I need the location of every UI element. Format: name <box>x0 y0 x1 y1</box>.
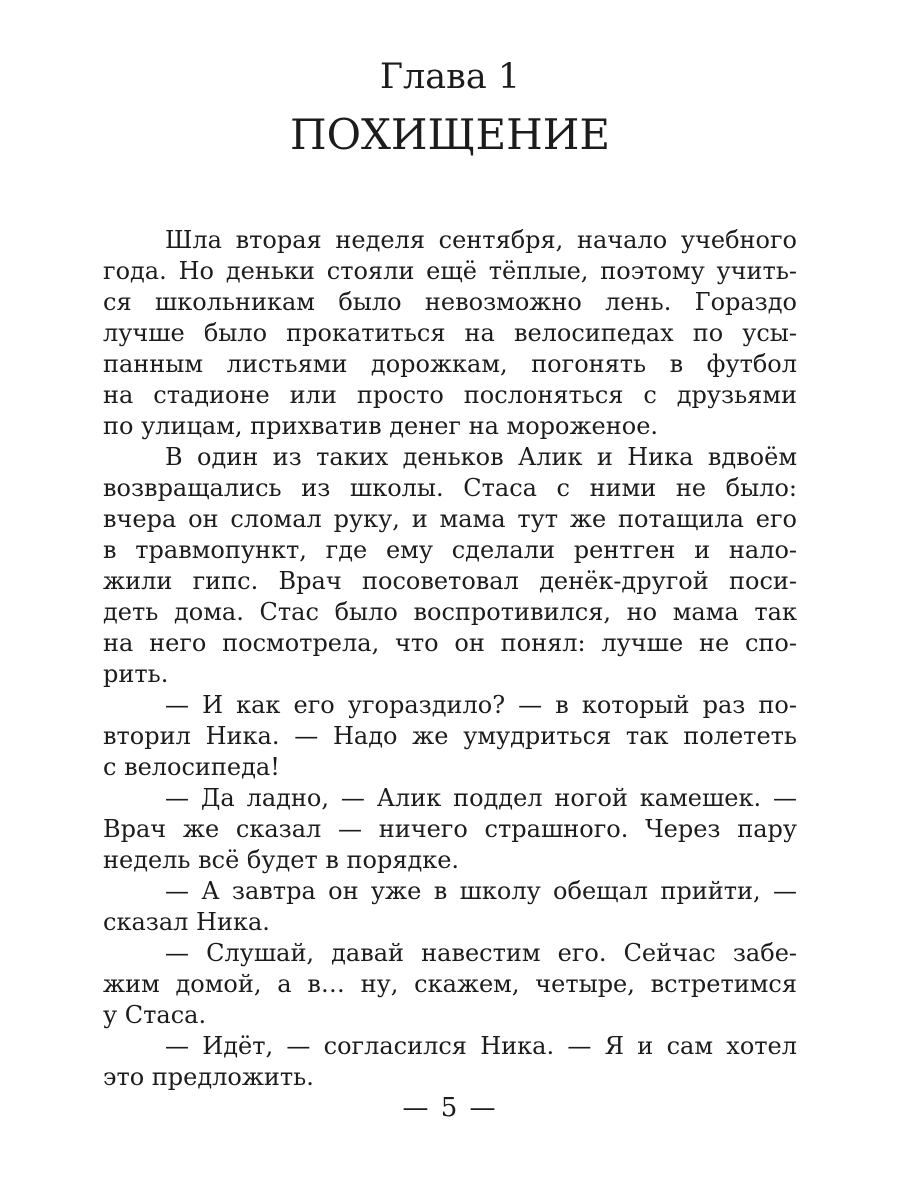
text-line: — Идёт, — согласился Ника. — Я и сам хотел <box>165 1032 797 1060</box>
paragraph <box>103 783 797 876</box>
text-line: рить. <box>103 660 169 688</box>
page-number: — 5 — <box>402 1093 498 1123</box>
text-line: Шла вторая неделя сентября, начало учебного <box>165 226 797 254</box>
text-line: — И как его угораздило? — в который раз по- <box>165 691 797 719</box>
paragraph <box>103 690 797 783</box>
text-line: лучше было прокатиться на велосипедах по усы- <box>103 319 797 347</box>
text-line: сказал Ника. <box>103 908 270 936</box>
text-line: вторил Ника. — Надо же умудриться так полететь <box>103 722 797 750</box>
text-line: В один из таких деньков Алик и Ника вдвоём <box>165 443 797 471</box>
text-line: — Да ладно, — Алик поддел ногой камешек. — <box>165 784 797 812</box>
text-line: недель всё будет в порядке. <box>103 846 460 874</box>
text-line: панным листьями дорожкам, погонять в футбол <box>103 350 797 378</box>
text-line: деть дома. Стас было воспротивился, но мама так <box>103 598 797 626</box>
text-line: на него посмотрела, что он понял: лучше не спо- <box>103 629 797 657</box>
paragraph <box>103 876 797 938</box>
paragraph <box>103 225 797 442</box>
text-line: — А завтра он уже в школу обещал прийти, — <box>165 877 797 905</box>
text-line: жим домой, а в… ну, скажем, четыре, встретимся <box>103 970 797 998</box>
text-line: ся школьникам было невозможно лень. Гораздо <box>103 288 797 316</box>
text-line: у Стаса. <box>103 1001 207 1029</box>
text-line: это предложить. <box>103 1063 314 1091</box>
chapter-label: Глава 1 <box>379 57 521 97</box>
text-line: по улицам, прихватив денег на мороженое. <box>103 412 659 440</box>
text-line: с велосипеда! <box>103 753 280 781</box>
chapter-title: ПОХИЩЕНИЕ <box>289 110 611 159</box>
paragraph <box>103 938 797 1031</box>
chapter-heading <box>0 0 900 161</box>
text-line: на стадионе или просто послоняться с друзьями <box>103 381 797 409</box>
text-line: года. Но деньки стояли ещё тёплые, поэтому учить- <box>103 257 797 285</box>
paragraph <box>103 442 797 690</box>
text-line: в травмопункт, где ему сделали рентген и нало- <box>103 536 797 564</box>
paragraph <box>103 1031 797 1093</box>
text-line: — Слушай, давай навестим его. Сейчас забе- <box>165 939 797 967</box>
text-line: жили гипс. Врач посоветовал денёк-другой поси- <box>103 567 797 595</box>
text-line: Врач же сказал — ничего страшного. Через пару <box>103 815 797 843</box>
text-line: возвращались из школы. Стаса с ними не было: <box>103 474 797 502</box>
page-text <box>103 225 797 1093</box>
text-line: вчера он сломал руку, и мама тут же потащила его <box>103 505 797 533</box>
